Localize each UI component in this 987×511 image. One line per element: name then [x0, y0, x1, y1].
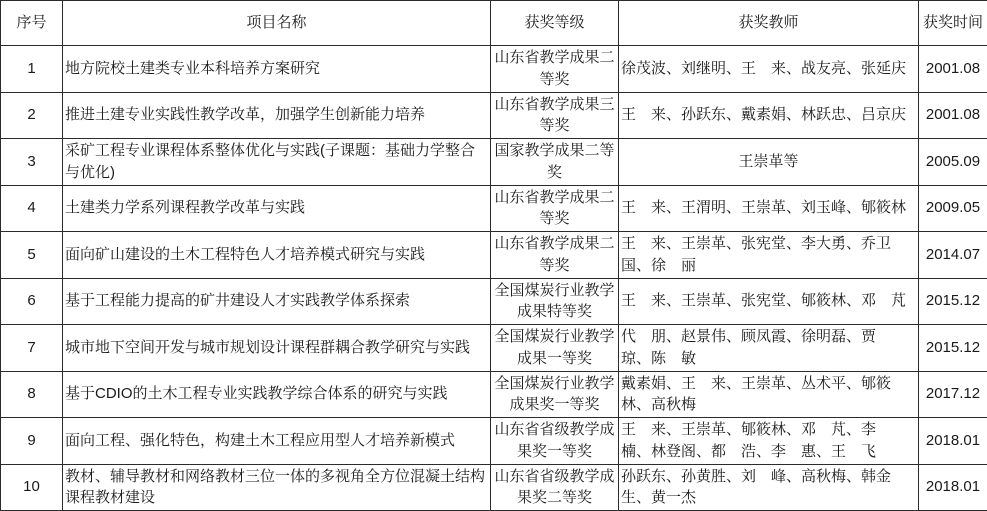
cell-award: 国家教学成果二等奖: [491, 139, 619, 186]
cell-teachers: 孙跃东、孙黄胜、刘 峰、高秋梅、韩金生、黄一杰: [619, 464, 919, 511]
cell-project: 基于工程能力提高的矿井建设人才实践教学体系探索: [63, 278, 491, 325]
column-header-teachers: 获奖教师: [619, 1, 919, 46]
cell-index: 9: [1, 418, 63, 465]
table-row: [1, 371, 987, 418]
cell-project: 土建类力学系列课程教学改革与实践: [63, 185, 491, 232]
cell-teachers: 王 来、王崇革、张宪堂、李大勇、乔卫国、徐 丽: [619, 232, 919, 279]
cell-award: 全国煤炭行业教学成果一等奖: [491, 325, 619, 372]
table-row: [1, 278, 987, 325]
cell-award: 山东省教学成果三等奖: [491, 92, 619, 139]
cell-teachers: 王 来、孙跃东、戴素娟、林跃忠、吕京庆: [619, 92, 919, 139]
cell-index: 7: [1, 325, 63, 372]
cell-date: 2001.08: [919, 92, 987, 139]
cell-index: 10: [1, 464, 63, 511]
column-header-project: 项目名称: [63, 1, 491, 46]
cell-index: 4: [1, 185, 63, 232]
cell-award: 全国煤炭行业教学成果特等奖: [491, 278, 619, 325]
cell-teachers: 王崇革等: [619, 139, 919, 186]
table-row: [1, 92, 987, 139]
cell-award: 山东省教学成果二等奖: [491, 46, 619, 93]
cell-project: 采矿工程专业课程体系整体优化与实践(子课题：基础力学整合与优化): [63, 139, 491, 186]
cell-date: 2015.12: [919, 325, 987, 372]
cell-date: 2017.12: [919, 371, 987, 418]
cell-project: 城市地下空间开发与城市规划设计课程群耦合教学研究与实践: [63, 325, 491, 372]
table-row: [1, 139, 987, 186]
cell-project: 面向工程、强化特色，构建土木工程应用型人才培养新模式: [63, 418, 491, 465]
cell-teachers: 代 朋、赵景伟、顾凤霞、徐明磊、贾 琼、陈 敏: [619, 325, 919, 372]
table-row: [1, 232, 987, 279]
cell-project: 推进土建专业实践性教学改革，加强学生创新能力培养: [63, 92, 491, 139]
cell-date: 2009.05: [919, 185, 987, 232]
cell-project: 基于CDIO的土木工程专业实践教学综合体系的研究与实践: [63, 371, 491, 418]
cell-teachers: 戴素娟、王 来、王崇革、丛术平、郇筱林、高秋梅: [619, 371, 919, 418]
cell-teachers: 王 来、王渭明、王崇革、刘玉峰、郇筱林: [619, 185, 919, 232]
cell-index: 2: [1, 92, 63, 139]
cell-teachers: 徐茂波、刘继明、王 来、战友亮、张延庆: [619, 46, 919, 93]
cell-index: 1: [1, 46, 63, 93]
header-row: [1, 1, 987, 46]
table-row: [1, 325, 987, 372]
column-header-date: 获奖时间: [919, 1, 987, 46]
column-header-index: 序号: [1, 1, 63, 46]
cell-date: 2018.01: [919, 464, 987, 511]
table-row: [1, 464, 987, 511]
cell-project: 地方院校土建类专业本科培养方案研究: [63, 46, 491, 93]
cell-project: 教材、辅导教材和网络教材三位一体的多视角全方位混凝土结构课程教材建设: [63, 464, 491, 511]
cell-index: 3: [1, 139, 63, 186]
cell-award: 山东省教学成果二等奖: [491, 232, 619, 279]
cell-index: 5: [1, 232, 63, 279]
cell-index: 6: [1, 278, 63, 325]
column-header-award: 获奖等级: [491, 1, 619, 46]
cell-award: 山东省省级教学成果奖二等奖: [491, 464, 619, 511]
table-row: [1, 46, 987, 93]
cell-date: 2018.01: [919, 418, 987, 465]
cell-index: 8: [1, 371, 63, 418]
table-row: [1, 185, 987, 232]
cell-project: 面向矿山建设的土木工程特色人才培养模式研究与实践: [63, 232, 491, 279]
cell-date: 2005.09: [919, 139, 987, 186]
table-row: [1, 418, 987, 465]
awards-table-body: [1, 46, 987, 511]
cell-award: 全国煤炭行业教学成果奖一等奖: [491, 371, 619, 418]
cell-date: 2001.08: [919, 46, 987, 93]
cell-teachers: 王 来、王崇革、郇筱林、邓 芃、李 楠、林登阁、都 浩、李 惠、王 飞: [619, 418, 919, 465]
cell-teachers: 王 来、王崇革、张宪堂、郇筱林、邓 芃: [619, 278, 919, 325]
cell-award: 山东省省级教学成果奖一等奖: [491, 418, 619, 465]
cell-date: 2015.12: [919, 278, 987, 325]
cell-award: 山东省教学成果二等奖: [491, 185, 619, 232]
cell-date: 2014.07: [919, 232, 987, 279]
